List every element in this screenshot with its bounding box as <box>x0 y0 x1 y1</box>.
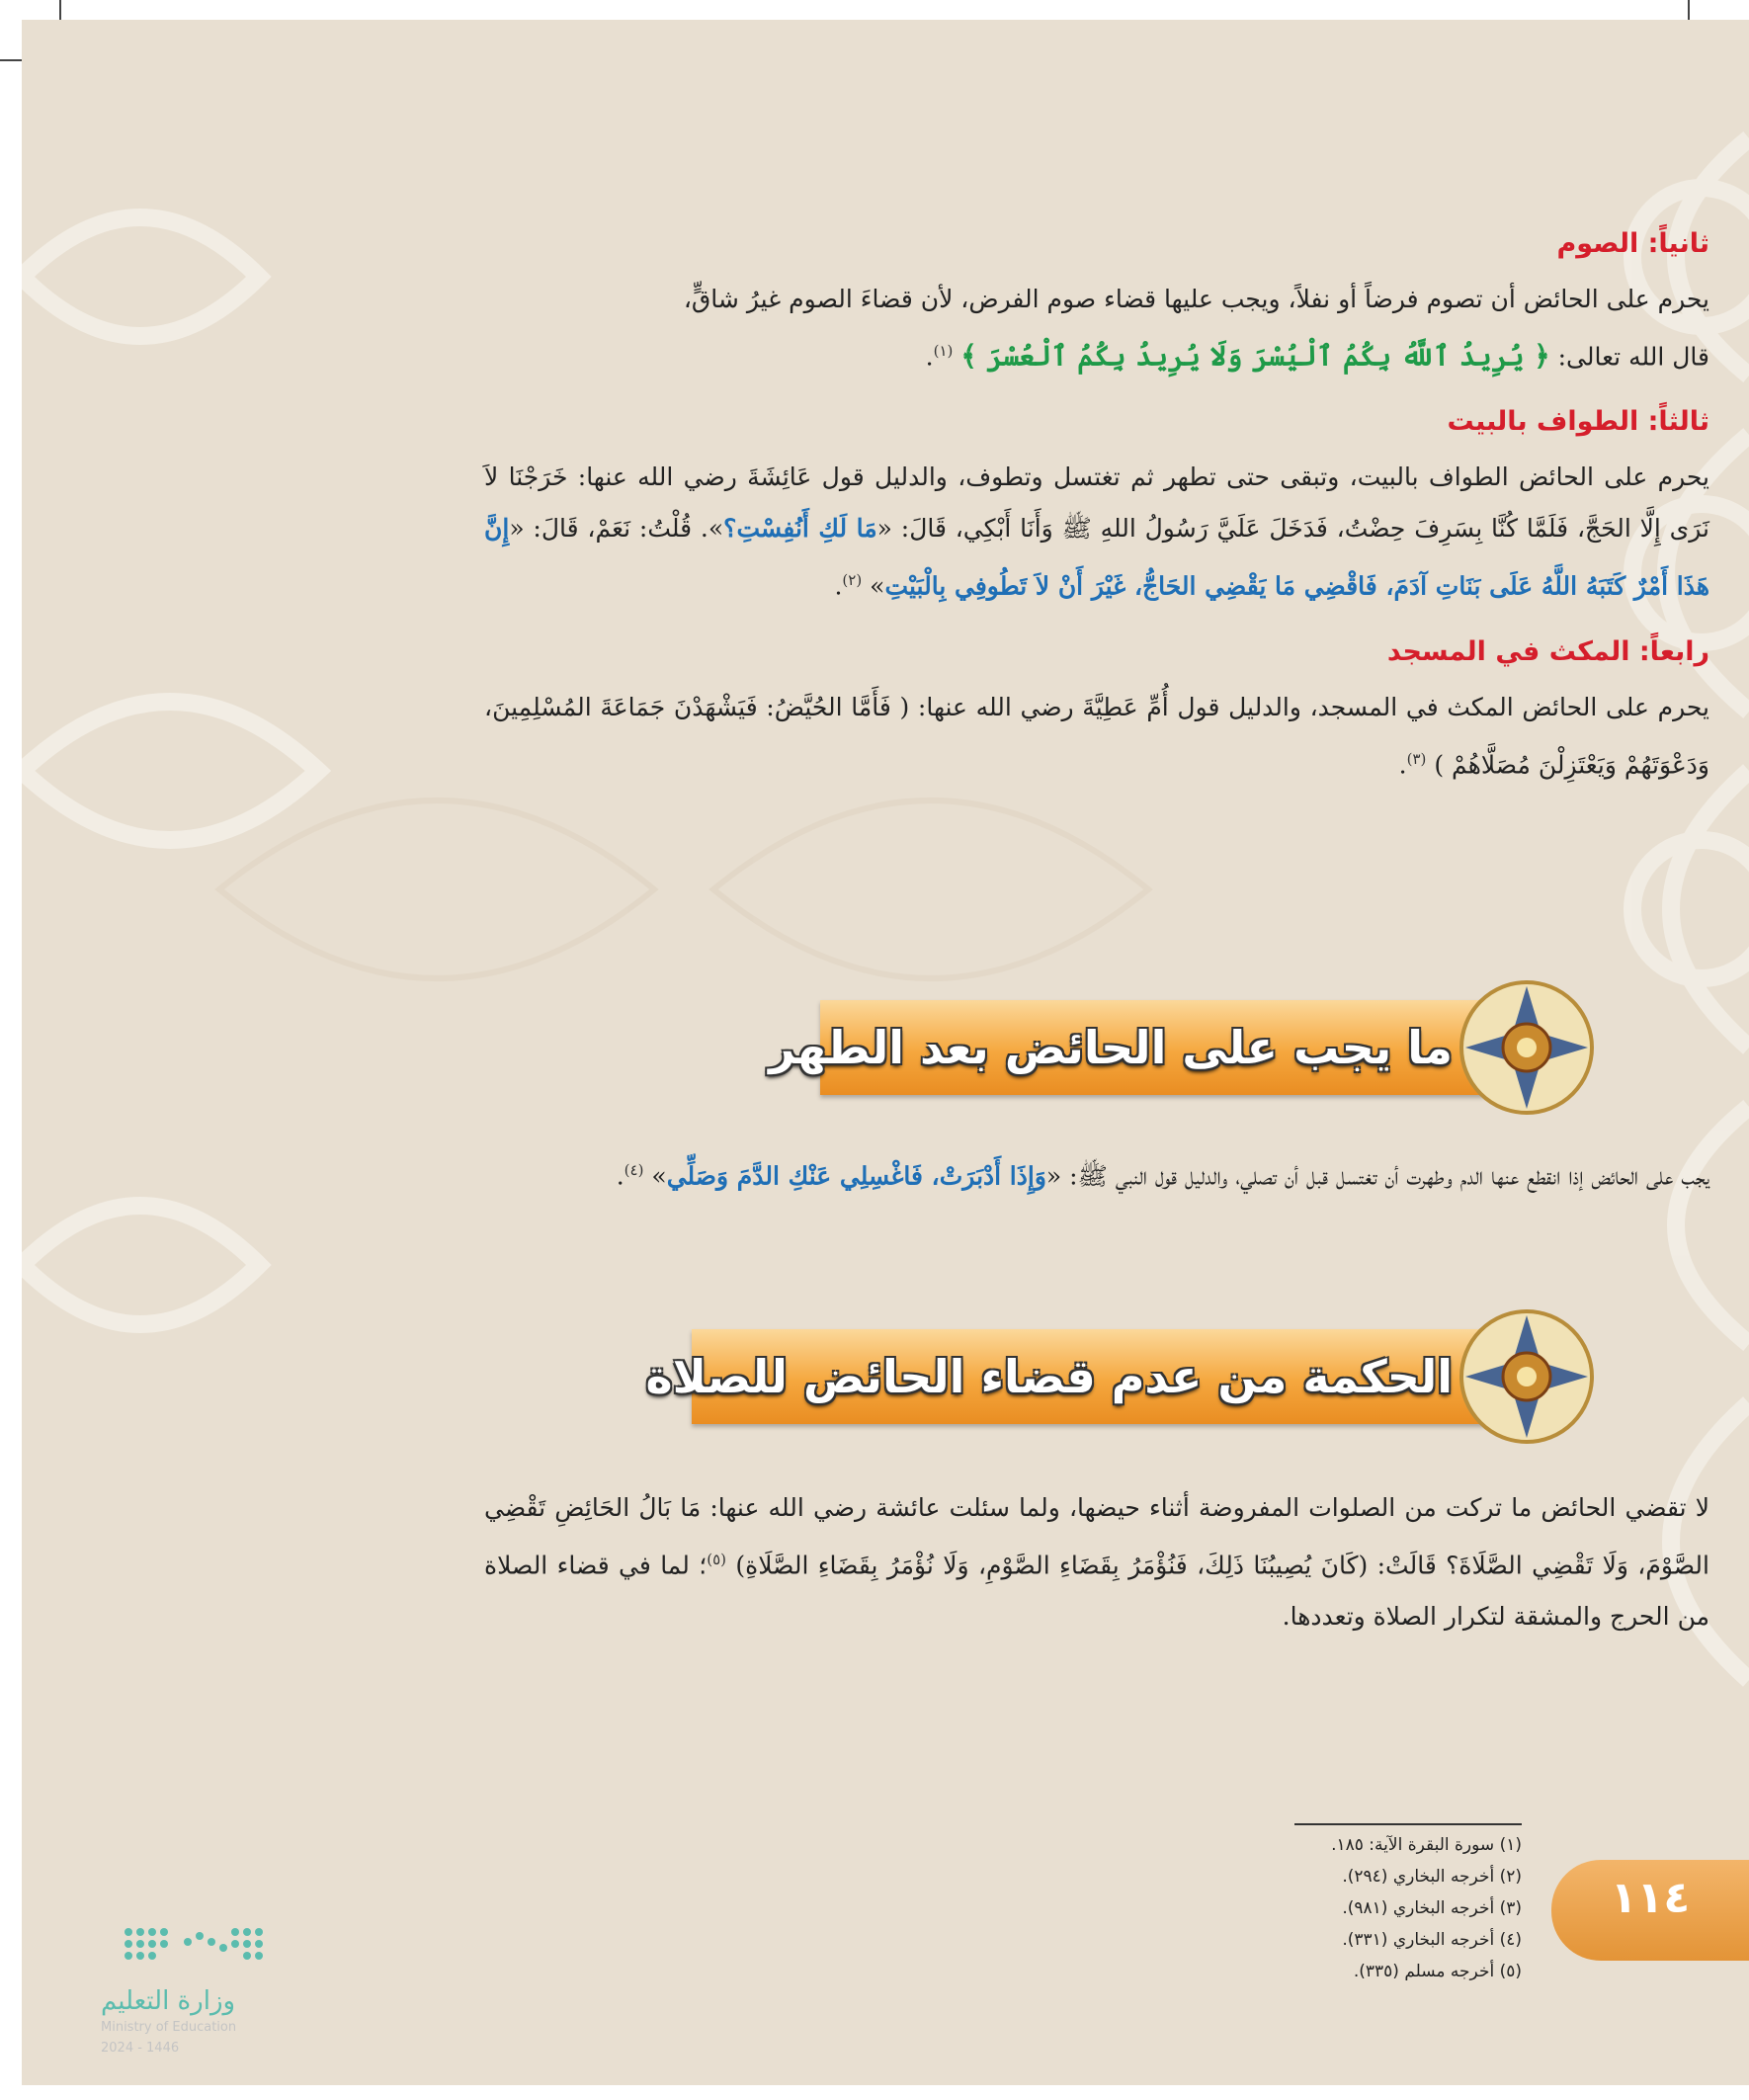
banner-title: الحكمة من عدم قضاء الحائض للصلاة <box>645 1350 1453 1403</box>
hadith-text: مَا لَكِ أَنُفِسْتِ؟ <box>723 514 877 544</box>
ministry-year: 2024 - 1446 <box>101 2041 180 2056</box>
section-title-tawaf: ثالثاً: الطواف بالبيت <box>1447 406 1709 438</box>
crop-mark <box>59 0 61 20</box>
hadith-text: إِنَّ هَذَا أَمْرٌ كَتَبَهُ اللَّهُ عَلَى بَنَاتِ آدَمَ، فَاقْضِي مَا يَقْضِي الحَاجُّ، غَيْرَ أَنْ لاَ تَطُوفِي بِالْبَيْتِ <box>484 514 1709 601</box>
wisdom-text-end: ؛ لما في قضاء الصلاة من الحرج والمشقة لتكرار الصلاة وتعددها. <box>484 1551 1709 1632</box>
banner-title: ما يجب على الحائض بعد الطهر <box>769 1021 1453 1074</box>
ministry-logo-icon <box>99 1912 296 1972</box>
after-purity-section <box>484 1144 1709 1216</box>
footnotes <box>1087 1823 1522 1987</box>
footnote-item: (٤) أخرجه البخاري (٣٣١). <box>1342 1930 1522 1950</box>
crop-mark <box>1688 0 1690 20</box>
footnote-ref: (١) <box>933 342 954 360</box>
footnote-ref: (٢) <box>842 571 863 590</box>
footnote-ref: (٣) <box>1406 749 1427 768</box>
mosque-text: يحرم على الحائض المكث في المسجد، والدليل قول أُمِّ عَطِيَّةَ رضي الله عنها: ( فَأَمَّا الحُيَّضُ: فَيَشْهَدْنَ جَمَاعَةَ المُسْلِمِينَ، وَدَعْوَتَهُمْ وَيَعْتَزِلْنَ مُصَلَّاهُمْ ) <box>484 692 1709 779</box>
after-purity-text: يجب على الحائض إذا انقطع عنها الدم وطهرت أن تغتسل قبل أن تصلي، والدليل قول النبي ﷺ: « <box>1045 1161 1709 1191</box>
footnote-divider <box>1294 1823 1522 1825</box>
tawaf-paragraph: يحرم على الحائض الطواف بالبيت، وتبقى حتى تطهر ثم تغتسل وتطوف، والدليل قول عَائِشَةَ رضي الله عنها: خَرَجْنَا لاَ نَرَى إِلَّا الحَجَّ، فَلَمَّا كُنَّا بِسَرِفَ حِضْتُ، فَدَخَلَ عَلَيَّ رَسُولُ اللهِ ﷺ وَأَنَا أَبْكِي، قَالَ: «مَا لَكِ أَنُفِسْتِ؟». قُلْتُ: نَعَمْ، قَالَ: «إِنَّ هَذَا أَمْرٌ كَتَبَهُ اللَّهُ عَلَى بَنَاتِ آدَمَ، فَاقْضِي مَا يَقْضِي الحَاجُّ، غَيْرَ أَنْ لاَ تَطُوفِي بِالْبَيْتِ» $^{(٢)}$. <box>484 462 1709 601</box>
after-purity-paragraph: يجب على الحائض إذا انقطع عنها الدم وطهرت أن تغتسل قبل أن تصلي، والدليل قول النبي ﷺ: «وَإِذَا أَدْبَرَتْ، فَاغْسِلِي عَنْكِ الدَّمَ وَصَلِّي» $^{(٤)}$. <box>616 1161 1709 1191</box>
wisdom-section <box>484 1482 1709 1656</box>
mosque-paragraph: يحرم على الحائض المكث في المسجد، والدليل قول أُمِّ عَطِيَّةَ رضي الله عنها: ( فَأَمَّا الحُيَّضُ: فَيَشْهَدْنَ جَمَاعَةَ المُسْلِمِينَ، وَدَعْوَتَهُمْ وَيَعْتَزِلْنَ مُصَلَّاهُمْ ) $^{(٣)}$. <box>484 692 1709 779</box>
footnote-item: (٢) أخرجه البخاري (٢٩٤). <box>1342 1867 1522 1887</box>
footnote-ref: (٤) <box>624 1161 644 1179</box>
page <box>22 20 1749 2085</box>
section-title-fasting: ثانياً: الصوم <box>1556 228 1709 259</box>
rosette-icon <box>1458 978 1596 1117</box>
footnote-item: (٣) أخرجه البخاري (٩٨١). <box>1342 1898 1522 1918</box>
tawaf-text: يحرم على الحائض الطواف بالبيت، وتبقى حتى تطهر ثم تغتسل وتطوف، والدليل قول عَائِشَةَ رضي الله عنها: خَرَجْنَا لاَ نَرَى إِلَّا الحَجَّ، فَلَمَّا كُنَّا بِسَرِفَ حِضْتُ، فَدَخَلَ عَلَيَّ رَسُولُ اللهِ ﷺ وَأَنَا أَبْكِي، قَالَ: « <box>484 462 1709 544</box>
page-number: ١١٤ <box>1610 1873 1691 1923</box>
fasting-paragraph: يحرم على الحائض أن تصوم فرضاً أو نفلاً، ويجب عليها قضاء صوم الفرض، لأن قضاءَ الصوم غيرُ شاقٍّ، قال الله تعالى: ﴿ يُرِيدُ ٱللَّهُ بِكُمُ ٱلْيُسْرَ وَلَا يُرِيدُ بِكُمُ ٱلْعُسْرَ ﴾ $^{(١)}$. <box>683 285 1709 373</box>
footnote-item: (١) سورة البقرة الآية: ١٨٥. <box>1331 1835 1522 1855</box>
wisdom-text: لا تقضي الحائض ما تركت من الصلوات المفروضة أثناء حيضها، ولما سئلت عائشة رضي الله عنها: مَا بَالُ الحَائِضِ تَقْضِي الصَّوْمَ، وَلَا تَقْضِي الصَّلَاةَ؟ قَالَتْ: (كَانَ يُصِيبُنَا ذَلِكَ، فَنُؤْمَرُ بِقَضَاءِ الصَّوْمِ، وَلَا نُؤْمَرُ بِقَضَاءِ الصَّلَاةِ) <box>484 1493 1709 1580</box>
main-content <box>484 212 1709 804</box>
rosette-icon <box>1458 1307 1596 1446</box>
ministry-name-ar: وزارة التعليم <box>101 1986 236 2016</box>
ministry-name-en: Ministry of Education <box>101 2020 237 2035</box>
wisdom-paragraph <box>484 1482 1709 1642</box>
footnote-ref: (٥) <box>707 1551 726 1568</box>
quran-verse: ﴿ يُرِيدُ ٱللَّهُ بِكُمُ ٱلْيُسْرَ وَلَا يُرِيدُ بِكُمُ ٱلْعُسْرَ ﴾ <box>960 339 1550 373</box>
fasting-quran-intro: قال الله تعالى: <box>1557 342 1709 372</box>
hadith-text: وَإِذَا أَدْبَرَتْ، فَاغْسِلِي عَنْكِ الدَّمَ وَصَلِّي <box>666 1161 1046 1191</box>
footnote-item: (٥) أخرجه مسلم (٣٣٥). <box>1353 1962 1522 1981</box>
section-title-mosque: رابعاً: المكث في المسجد <box>1386 635 1709 667</box>
fasting-text: يحرم على الحائض أن تصوم فرضاً أو نفلاً، ويجب عليها قضاء صوم الفرض، لأن قضاءَ الصوم غيرُ شاقٍّ، <box>683 285 1709 313</box>
